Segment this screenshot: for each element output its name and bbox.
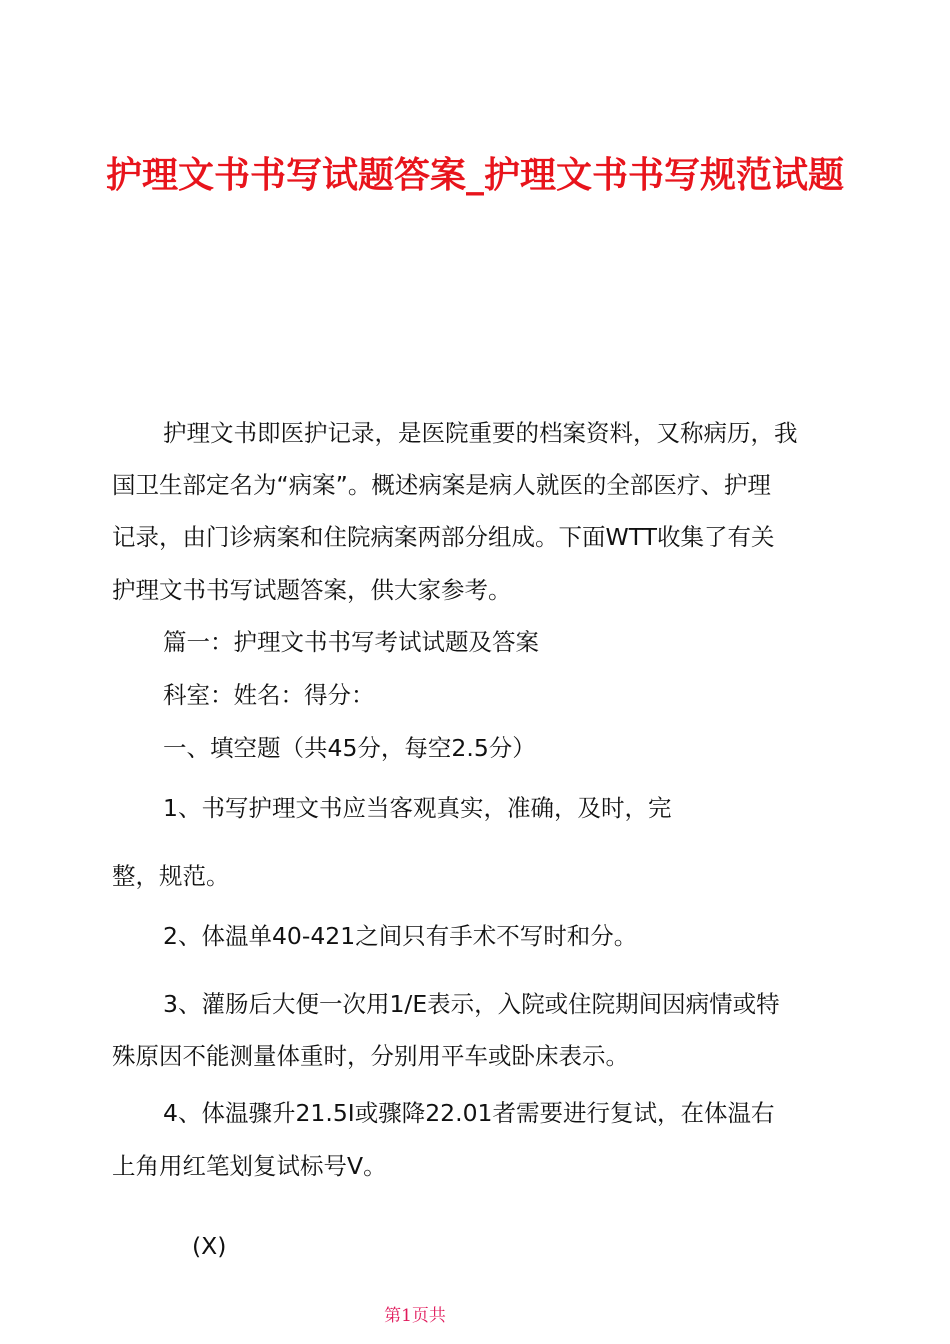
document-title: 护理文书书写试题答案_护理文书书写规范试题	[105, 154, 844, 196]
question-line: 上角用红笔划复试标号V。	[112, 1152, 387, 1180]
paragraph-line: 国卫生部定名为“病案”。概述病案是病人就医的全部医疗、护理	[112, 471, 771, 499]
paragraph-line: 护理文书即医护记录，是医院重要的档案资料，又称病历，我	[163, 419, 798, 447]
info-line: 科室：姓名：得分：	[163, 681, 375, 709]
question-line: 3、灌肠后大便一次用1/E表示，入院或住院期间因病情或特	[163, 990, 780, 1018]
paragraph-line: 记录，由门诊病案和住院病案两部分组成。下面WTT收集了有关	[112, 523, 775, 551]
question-line: 整，规范。	[112, 862, 230, 890]
question-line: 4、体温骤升21.5I或骤降22.01者需要进行复试，在体温右	[163, 1099, 775, 1127]
page-footer: 第1页共	[384, 1306, 446, 1326]
question-line: 殊原因不能测量体重时，分别用平车或卧床表示。	[112, 1042, 629, 1070]
section-heading: 篇一：护理文书书写考试试题及答案	[163, 628, 539, 656]
question-line: 1、书写护理文书应当客观真实，准确，及时，完	[163, 794, 672, 822]
paragraph-line: 护理文书书写试题答案，供大家参考。	[112, 576, 512, 604]
question-heading: 一、填空题（共45分，每空2.5分）	[163, 734, 536, 762]
answer-mark: (X)	[192, 1232, 227, 1260]
question-line: 2、体温单40-421之间只有手术不写时和分。	[163, 922, 638, 950]
